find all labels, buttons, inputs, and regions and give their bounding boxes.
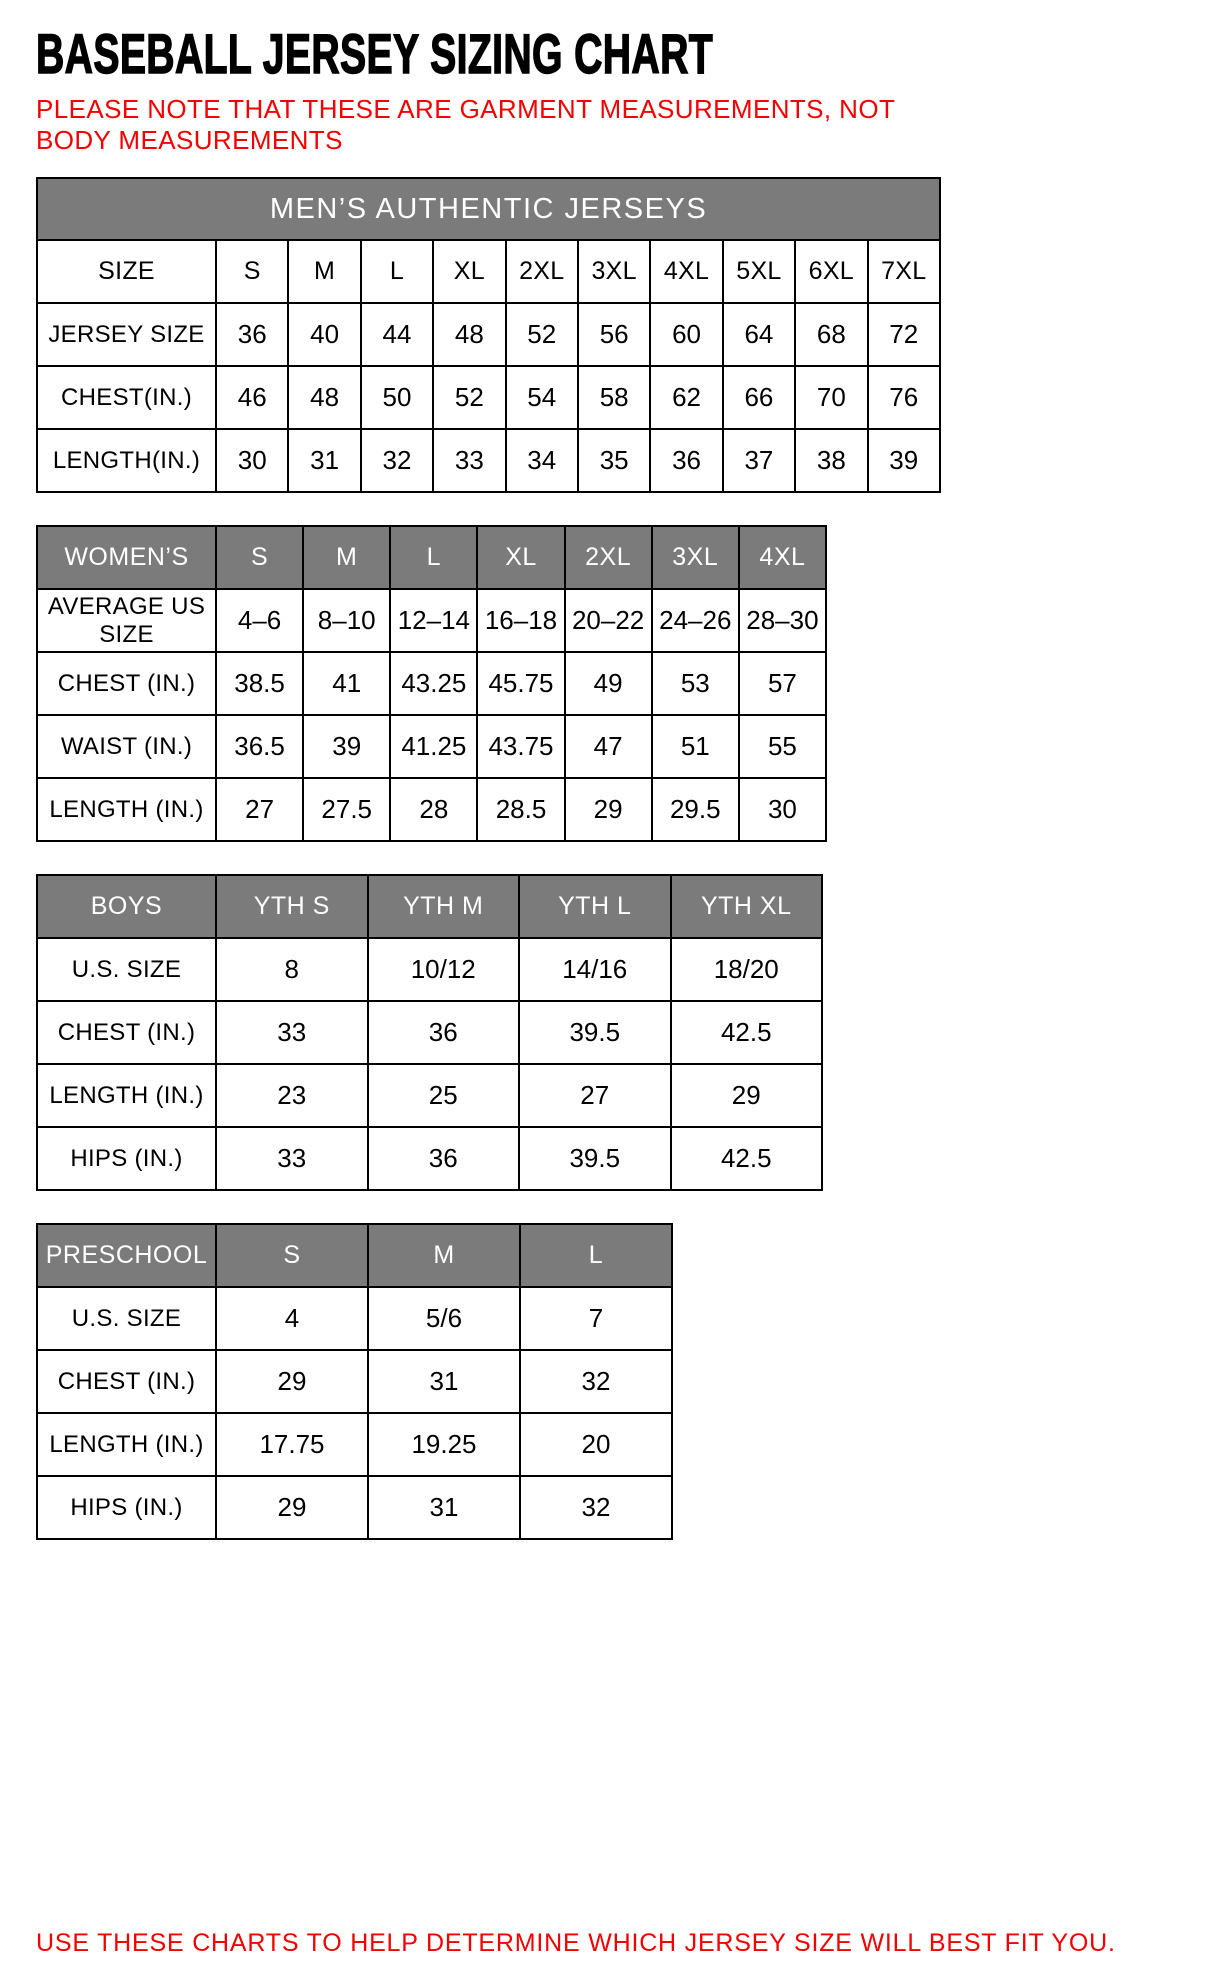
womens-value-cell: 36.5	[216, 715, 303, 778]
boys-value-cell: 39.5	[519, 1127, 671, 1190]
boys-header-row	[37, 875, 822, 938]
mens-value-cell: 31	[288, 429, 360, 492]
womens-value-cell: 27.5	[303, 778, 390, 841]
womens-value-cell: 51	[652, 715, 739, 778]
womens-value-cell: 30	[739, 778, 826, 841]
womens-value-cell: 8–10	[303, 589, 390, 652]
preschool-value-cell: 7	[520, 1287, 672, 1350]
boys-header-label: BOYS	[37, 875, 216, 938]
mens-col-header: 5XL	[723, 240, 795, 303]
preschool-header-row	[37, 1224, 672, 1287]
womens-value-cell: 28.5	[477, 778, 564, 841]
boys-col-header: YTH XL	[671, 875, 823, 938]
mens-value-cell: 30	[216, 429, 288, 492]
boys-size-table	[36, 874, 823, 1191]
womens-data-row	[37, 778, 826, 841]
boys-row-label: HIPS (IN.)	[37, 1127, 216, 1190]
boys-value-cell: 27	[519, 1064, 671, 1127]
preschool-value-cell: 32	[520, 1350, 672, 1413]
boys-value-cell: 42.5	[671, 1001, 823, 1064]
mens-col-header: M	[288, 240, 360, 303]
mens-banner-row	[37, 178, 940, 240]
boys-row-label: CHEST (IN.)	[37, 1001, 216, 1064]
measurement-note: PLEASE NOTE THAT THESE ARE GARMENT MEASUREMENTS, NOT BODY MEASUREMENTS	[36, 94, 895, 155]
womens-header-row	[37, 526, 826, 589]
mens-data-row	[37, 366, 940, 429]
womens-value-cell: 27	[216, 778, 303, 841]
preschool-data-row	[37, 1350, 672, 1413]
womens-value-cell: 55	[739, 715, 826, 778]
mens-value-cell: 36	[216, 303, 288, 366]
mens-value-cell: 52	[433, 366, 505, 429]
footer-note: USE THESE CHARTS TO HELP DETERMINE WHICH JERSEY SIZE WILL BEST FIT YOU.	[36, 1929, 1116, 1957]
mens-header-row	[37, 240, 940, 303]
preschool-data-row	[37, 1476, 672, 1539]
mens-value-cell: 39	[868, 429, 940, 492]
preschool-value-cell: 31	[368, 1476, 520, 1539]
mens-row-label: CHEST(IN.)	[37, 366, 216, 429]
mens-value-cell: 62	[650, 366, 722, 429]
womens-value-cell: 20–22	[565, 589, 652, 652]
womens-value-cell: 45.75	[477, 652, 564, 715]
preschool-row-label: LENGTH (IN.)	[37, 1413, 216, 1476]
preschool-value-cell: 32	[520, 1476, 672, 1539]
preschool-data-row	[37, 1413, 672, 1476]
boys-value-cell: 10/12	[368, 938, 520, 1001]
boys-value-cell: 8	[216, 938, 368, 1001]
mens-value-cell: 48	[288, 366, 360, 429]
mens-col-header: 7XL	[868, 240, 940, 303]
preschool-data-row	[37, 1287, 672, 1350]
womens-row-label: LENGTH (IN.)	[37, 778, 216, 841]
mens-value-cell: 38	[795, 429, 867, 492]
mens-value-cell: 76	[868, 366, 940, 429]
boys-value-cell: 33	[216, 1127, 368, 1190]
mens-data-row	[37, 303, 940, 366]
mens-value-cell: 34	[506, 429, 578, 492]
mens-value-cell: 66	[723, 366, 795, 429]
womens-value-cell: 43.25	[390, 652, 477, 715]
boys-value-cell: 23	[216, 1064, 368, 1127]
womens-value-cell: 41	[303, 652, 390, 715]
mens-col-header: XL	[433, 240, 505, 303]
boys-value-cell: 36	[368, 1127, 520, 1190]
mens-col-header: 3XL	[578, 240, 650, 303]
mens-table-banner: MEN’S AUTHENTIC JERSEYS	[37, 178, 940, 240]
preschool-value-cell: 29	[216, 1350, 368, 1413]
mens-value-cell: 50	[361, 366, 433, 429]
mens-value-cell: 64	[723, 303, 795, 366]
mens-value-cell: 40	[288, 303, 360, 366]
womens-col-header: 2XL	[565, 526, 652, 589]
womens-value-cell: 53	[652, 652, 739, 715]
womens-value-cell: 16–18	[477, 589, 564, 652]
boys-value-cell: 18/20	[671, 938, 823, 1001]
mens-value-cell: 60	[650, 303, 722, 366]
mens-value-cell: 44	[361, 303, 433, 366]
boys-value-cell: 39.5	[519, 1001, 671, 1064]
boys-value-cell: 42.5	[671, 1127, 823, 1190]
womens-value-cell: 28–30	[739, 589, 826, 652]
preschool-header-label: PRESCHOOL	[37, 1224, 216, 1287]
preschool-value-cell: 29	[216, 1476, 368, 1539]
preschool-value-cell: 20	[520, 1413, 672, 1476]
womens-value-cell: 39	[303, 715, 390, 778]
boys-col-header: YTH S	[216, 875, 368, 938]
preschool-value-cell: 19.25	[368, 1413, 520, 1476]
preschool-col-header: L	[520, 1224, 672, 1287]
womens-value-cell: 41.25	[390, 715, 477, 778]
preschool-row-label: U.S. SIZE	[37, 1287, 216, 1350]
mens-size-table	[36, 177, 941, 493]
womens-value-cell: 12–14	[390, 589, 477, 652]
womens-data-row	[37, 589, 826, 652]
mens-row-label: JERSEY SIZE	[37, 303, 216, 366]
page-title: BASEBALL JERSEY SIZING CHART	[36, 22, 714, 85]
mens-value-cell: 72	[868, 303, 940, 366]
preschool-value-cell: 31	[368, 1350, 520, 1413]
womens-row-label: WAIST (IN.)	[37, 715, 216, 778]
womens-size-table	[36, 525, 827, 842]
mens-col-header: 2XL	[506, 240, 578, 303]
womens-value-cell: 28	[390, 778, 477, 841]
womens-col-header: 3XL	[652, 526, 739, 589]
preschool-size-table	[36, 1223, 673, 1540]
womens-col-header: M	[303, 526, 390, 589]
womens-value-cell: 29	[565, 778, 652, 841]
womens-value-cell: 47	[565, 715, 652, 778]
mens-header-label: SIZE	[37, 240, 216, 303]
mens-value-cell: 37	[723, 429, 795, 492]
mens-col-header: 6XL	[795, 240, 867, 303]
mens-value-cell: 32	[361, 429, 433, 492]
boys-col-header: YTH M	[368, 875, 520, 938]
womens-value-cell: 57	[739, 652, 826, 715]
womens-value-cell: 29.5	[652, 778, 739, 841]
boys-value-cell: 36	[368, 1001, 520, 1064]
mens-value-cell: 70	[795, 366, 867, 429]
womens-col-header: L	[390, 526, 477, 589]
preschool-row-label: HIPS (IN.)	[37, 1476, 216, 1539]
boys-value-cell: 29	[671, 1064, 823, 1127]
womens-value-cell: 38.5	[216, 652, 303, 715]
mens-value-cell: 52	[506, 303, 578, 366]
womens-data-row	[37, 715, 826, 778]
womens-col-header: 4XL	[739, 526, 826, 589]
mens-value-cell: 68	[795, 303, 867, 366]
mens-data-row	[37, 429, 940, 492]
mens-col-header: S	[216, 240, 288, 303]
boys-col-header: YTH L	[519, 875, 671, 938]
preschool-value-cell: 17.75	[216, 1413, 368, 1476]
womens-value-cell: 43.75	[477, 715, 564, 778]
womens-col-header: XL	[477, 526, 564, 589]
womens-header-label: WOMEN’S	[37, 526, 216, 589]
boys-data-row	[37, 1001, 822, 1064]
boys-value-cell: 33	[216, 1001, 368, 1064]
boys-value-cell: 25	[368, 1064, 520, 1127]
womens-col-header: S	[216, 526, 303, 589]
boys-data-row	[37, 938, 822, 1001]
boys-value-cell: 14/16	[519, 938, 671, 1001]
mens-value-cell: 48	[433, 303, 505, 366]
womens-value-cell: 24–26	[652, 589, 739, 652]
womens-value-cell: 49	[565, 652, 652, 715]
mens-value-cell: 46	[216, 366, 288, 429]
preschool-row-label: CHEST (IN.)	[37, 1350, 216, 1413]
womens-row-label: AVERAGE US SIZE	[37, 589, 216, 652]
boys-row-label: U.S. SIZE	[37, 938, 216, 1001]
preschool-value-cell: 4	[216, 1287, 368, 1350]
boys-row-label: LENGTH (IN.)	[37, 1064, 216, 1127]
mens-value-cell: 56	[578, 303, 650, 366]
preschool-value-cell: 5/6	[368, 1287, 520, 1350]
boys-data-row	[37, 1127, 822, 1190]
mens-row-label: LENGTH(IN.)	[37, 429, 216, 492]
womens-value-cell: 4–6	[216, 589, 303, 652]
mens-col-header: 4XL	[650, 240, 722, 303]
boys-data-row	[37, 1064, 822, 1127]
size-tables-container	[36, 155, 1190, 1540]
mens-value-cell: 35	[578, 429, 650, 492]
mens-value-cell: 33	[433, 429, 505, 492]
mens-value-cell: 58	[578, 366, 650, 429]
womens-row-label: CHEST (IN.)	[37, 652, 216, 715]
mens-col-header: L	[361, 240, 433, 303]
preschool-col-header: S	[216, 1224, 368, 1287]
womens-data-row	[37, 652, 826, 715]
mens-value-cell: 36	[650, 429, 722, 492]
preschool-col-header: M	[368, 1224, 520, 1287]
mens-value-cell: 54	[506, 366, 578, 429]
